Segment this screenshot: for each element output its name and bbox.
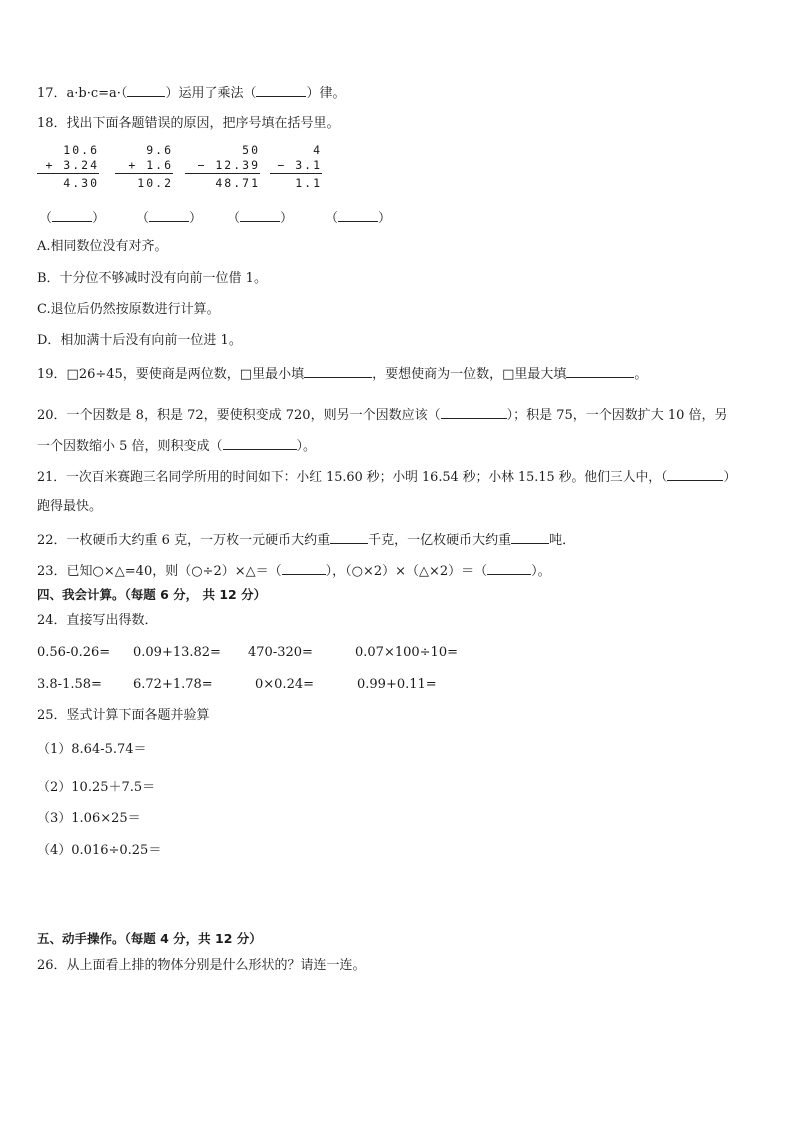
q25-item-3: （3）1.06×25＝ — [37, 811, 141, 826]
q18-calc-4 — [270, 143, 322, 191]
question-20-line-2: 一个因数缩小 5 倍，则积变成（ ）。 — [37, 436, 316, 456]
calc-bar — [270, 173, 322, 174]
q18-answer-2: （ ） — [136, 207, 202, 226]
calc-operand: − 12.39 — [197, 158, 260, 172]
q25-item-4: （4）0.016÷0.25＝ — [37, 843, 162, 858]
q17-text-a: 17．a·b·c=a·（ — [37, 86, 128, 101]
calc-top: 9.6 — [146, 143, 173, 157]
question-21-line-1: 21．一次百米赛跑三名同学所用的时间如下：小红 15.60 秒；小明 16.54 秒；小林 15.15 秒。他们三人中，（ ） — [37, 467, 736, 487]
q18-calc-3 — [185, 143, 260, 191]
q17-blank-1[interactable] — [127, 83, 165, 97]
calc-top: 50 — [242, 143, 260, 157]
calc-operand: + 1.6 — [128, 158, 173, 172]
calc-bar — [115, 173, 173, 174]
calc-result: 10.2 — [137, 176, 173, 190]
question-23: 23．已知○×△=40，则（○÷2）×△＝（ ），（○×2）×（△×2）＝（ ）。 — [37, 561, 551, 581]
q21-blank[interactable] — [667, 467, 723, 481]
question-17 — [37, 83, 345, 103]
q17-blank-2[interactable] — [256, 83, 306, 97]
q17-text-c: ）律。 — [306, 86, 346, 101]
q25-item-2: （2）10.25＋7.5＝ — [37, 780, 156, 795]
calc-bar — [37, 173, 99, 174]
q19-blank-2[interactable] — [566, 364, 634, 378]
q18-answer-4: （ ） — [325, 207, 391, 226]
q20-blank-2[interactable] — [223, 436, 297, 450]
section-5-title: 五、动手操作。（每题 4 分，共 12 分） — [37, 931, 262, 946]
q24-expr: 0.09+13.82= — [133, 645, 221, 660]
q25-prompt: 25．竖式计算下面各题并验算 — [37, 708, 210, 723]
q18-blank-4[interactable] — [338, 208, 378, 222]
calc-operand: + 3.24 — [45, 158, 99, 172]
q19-blank-1[interactable] — [304, 364, 372, 378]
calc-top: 4 — [313, 143, 322, 157]
q24-expr: 0.99+0.11= — [357, 677, 437, 692]
q18-option-b: B．十分位不够减时没有向前一位借 1。 — [37, 271, 267, 286]
q26-prompt: 26．从上面看上排的物体分别是什么形状的？请连一连。 — [37, 958, 366, 973]
q18-option-d: D．相加满十后没有向前一位进 1。 — [37, 333, 242, 348]
q23-blank-1[interactable] — [282, 561, 326, 575]
q24-expr: 0×0.24= — [255, 677, 315, 692]
q18-option-c: C.退位后仍然按原数进行计算。 — [37, 302, 220, 317]
q18-calc-2 — [115, 143, 173, 191]
q18-blank-3[interactable] — [240, 208, 280, 222]
question-22: 22．一枚硬币大约重 6 克，一万枚一元硬币大约重 千克，一亿枚硬币大约重 吨． — [37, 530, 575, 550]
q24-expr: 470-320= — [248, 645, 313, 660]
q22-blank-1[interactable] — [330, 530, 368, 544]
q22-blank-2[interactable] — [511, 530, 549, 544]
q18-calc-1 — [37, 143, 99, 191]
question-19: 19．□26÷45，要使商是两位数，□里最小填 ，要想使商为一位数，□里最大填 。 — [37, 364, 647, 384]
q25-item-1: （1）8.64-5.74＝ — [37, 742, 147, 757]
section-4-title: 四、我会计算。（每题 6 分， 共 12 分） — [37, 587, 267, 602]
q18-answer-1: （ ） — [39, 207, 105, 226]
q18-option-a: A.相同数位没有对齐。 — [37, 239, 168, 254]
q23-blank-2[interactable] — [487, 561, 531, 575]
q18-answer-3: （ ） — [227, 207, 293, 226]
question-20-line-1: 20．一个因数是 8，积是 72，要使积变成 720，则另一个因数应该（ ）；积是 75，一个因数扩大 10 倍，另 — [37, 405, 728, 425]
q24-expr: 3.8-1.58= — [37, 677, 102, 692]
q24-expr: 0.07×100÷10= — [355, 645, 458, 660]
calc-top: 10.6 — [63, 143, 99, 157]
q24-expr: 0.56-0.26= — [37, 645, 111, 660]
q20-blank-1[interactable] — [441, 405, 507, 419]
q24-prompt: 24．直接写出得数． — [37, 613, 158, 628]
q18-prompt: 18．找出下面各题错误的原因，把序号填在括号里。 — [37, 116, 340, 131]
question-21-line-2: 跑得最快。 — [37, 499, 103, 514]
q17-text-b: ）运用了乘法（ — [165, 86, 257, 101]
calc-bar — [185, 173, 260, 174]
calc-result: 4.30 — [63, 176, 99, 190]
calc-operand: − 3.1 — [277, 158, 322, 172]
calc-result: 1.1 — [295, 176, 322, 190]
q18-blank-1[interactable] — [52, 208, 92, 222]
calc-result: 48.71 — [215, 176, 260, 190]
q24-expr: 6.72+1.78= — [133, 677, 213, 692]
q18-blank-2[interactable] — [149, 208, 189, 222]
